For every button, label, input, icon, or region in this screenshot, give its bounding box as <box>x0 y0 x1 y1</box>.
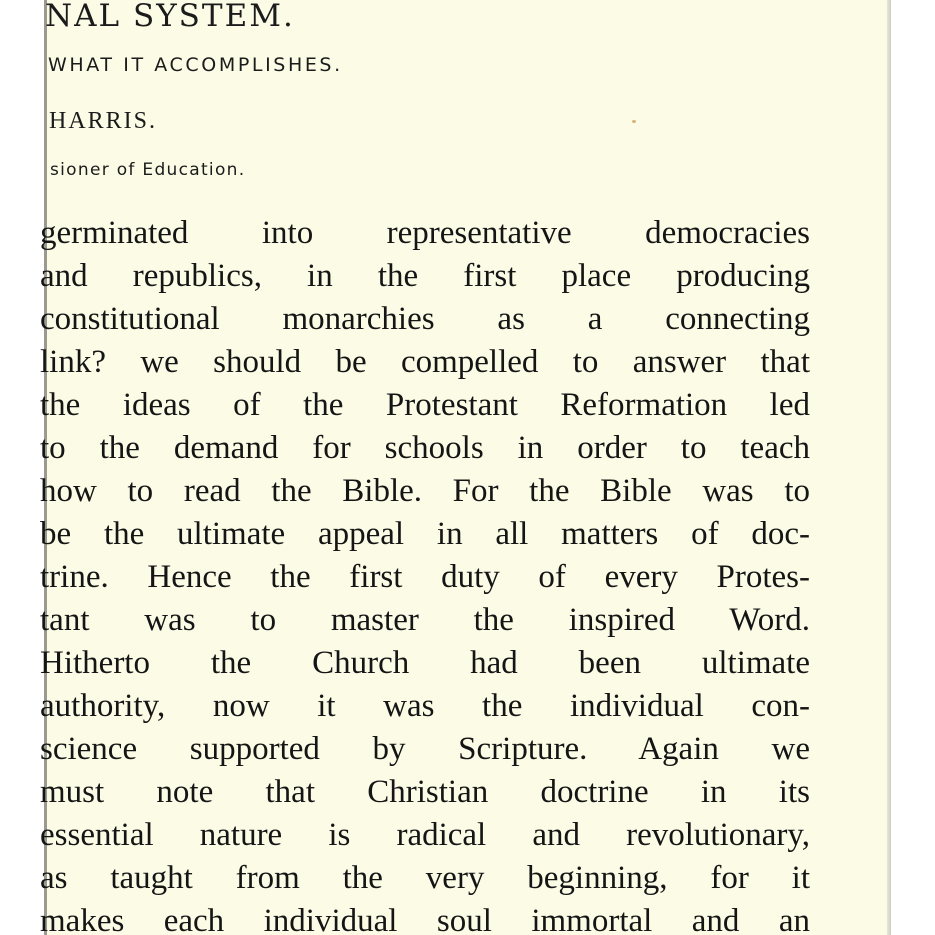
text-line: how to read the Bible. For the Bible was to <box>40 473 810 509</box>
text-line: constitutional monarchies as a connecting <box>40 301 810 337</box>
page-right-edge <box>887 0 891 935</box>
paper-speck <box>632 120 636 123</box>
text-line: Hitherto the Church had been ultimate <box>40 645 810 681</box>
text-line: tant was to master the inspired Word. <box>40 602 810 638</box>
author-position: sioner of Education. <box>50 160 246 180</box>
text-line: and republics, in the first place producing <box>40 258 810 294</box>
text-line: science supported by Scripture. Again we <box>40 731 810 767</box>
text-line: germinated into representative democracies <box>40 215 810 251</box>
text-line: to the demand for schools in order to teach <box>40 430 810 466</box>
text-line: trine. Hence the first duty of every Protes- <box>40 559 810 595</box>
chapter-subtitle: WHAT IT ACCOMPLISHES. <box>48 54 343 76</box>
text-line: essential nature is radical and revolutionary, <box>40 817 810 853</box>
text-line: must note that Christian doctrine in its <box>40 774 810 810</box>
body-paragraph <box>40 212 810 935</box>
text-line: link? we should be compelled to answer that <box>40 344 810 380</box>
author-name: HARRIS. <box>49 108 158 134</box>
text-line: authority, now it was the individual con- <box>40 688 810 724</box>
text-line: the ideas of the Protestant Reformation led <box>40 387 810 423</box>
text-line: makes each individual soul immortal and an <box>40 903 810 935</box>
text-line: as taught from the very beginning, for it <box>40 860 810 896</box>
chapter-title: NAL SYSTEM. <box>45 0 295 34</box>
text-line: be the ultimate appeal in all matters of doc- <box>40 516 810 552</box>
